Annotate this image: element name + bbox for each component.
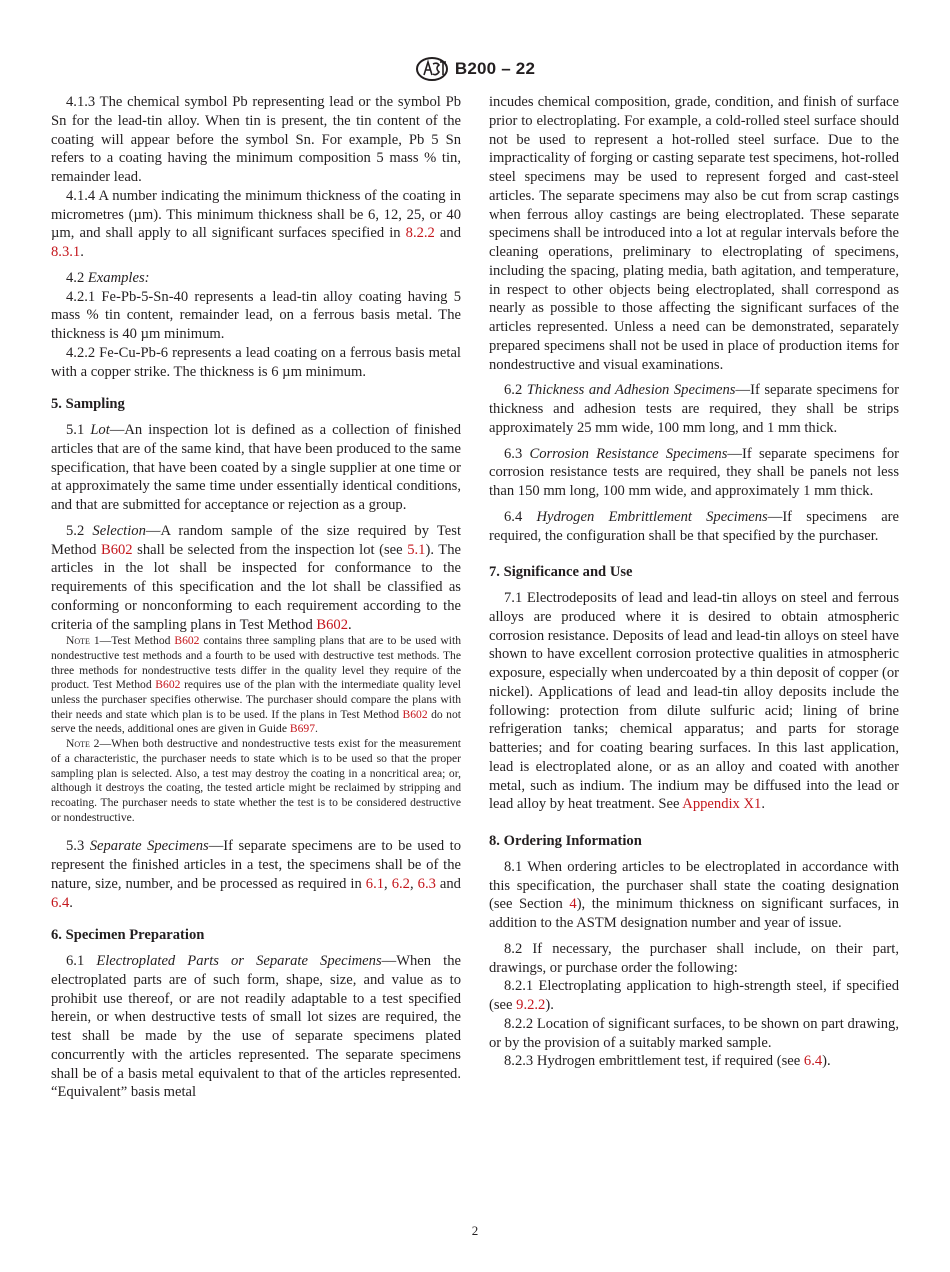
- paragraph-6-3: 6.3 Corrosion Resistance Specimens—If separate specimens for corrosion resistance tests are required, they shall be panels not less than 150 mm long, 100 mm wide, and approximately 1 mm thick.: [489, 445, 899, 499]
- paragraph-5-1: 5.1 Lot—An inspection lot is defined as a collection of finished articles that are of the same kind, that have been produced to the same specification, that have been coated by a single supplier at one time or at approximately the same time under essentially identical conditions, and that are submitted for acceptance or rejection as a group.: [51, 422, 462, 513]
- section-7-heading: 7. Significance and Use: [489, 564, 633, 581]
- ref-6-4-link[interactable]: 6.4: [51, 894, 70, 911]
- ref-b602-link[interactable]: B602: [155, 678, 181, 692]
- ref-b602-link[interactable]: B602: [316, 616, 349, 633]
- page-number: 2: [471, 1223, 479, 1238]
- paragraph-6-1-continued: incudes chemical composition, grade, condition, and finish of surface prior to electroplating. For example, a cold-rolled steel surface should not be used to represent a hot-rolled steel surface. Due to the impracticality of forging or casting separate test specimens, hot-rolled steel specimens may be used to represent forged and cast-steel articles. The separate specimens may also be cut from scrap castings when ferrous alloy castings are being electroplated. These separate specimens shall be introduced into a lot at regular intervals before the cleaning operations, preliminary to electroplating of specimens, including the spacing, plating media, bath agitation, and temperature, in respect to other objects being electroplated, shall correspond as nearly as possible to those affecting the significant surfaces of the articles represented. Unless a need can be demonstrated, separately prepared specimens shall not be used in place of production items for nondestructive and visual examinations.: [489, 94, 899, 373]
- section-5-heading: 5. Sampling: [51, 396, 125, 413]
- ref-b602-link[interactable]: B602: [100, 541, 133, 558]
- paragraph-8-2-1: 8.2.1 Electroplating application to high-strength steel, if specified (see 9.2.2).: [489, 978, 899, 1013]
- ref-6-1-link[interactable]: 6.1: [365, 875, 385, 892]
- paragraph-6-4: 6.4 Hydrogen Embrittlement Specimens—If specimens are required, the configuration shall be that specified by the purchaser.: [489, 508, 900, 544]
- paragraph-7-1: 7.1 Electrodeposits of lead and lead-tin alloys on steel and ferrous alloys are produced where it is desired to obtain atmospheric corrosion resistance. Deposits of lead and lead-tin alloys on steel have shown to have excellent corrosion protective qualities in atmospheric exposure, especially when undercoated by a thin deposit of copper (or nickel). Applications of lead and lead-tin alloy deposits include the following: protection from dilute sulfuric acid; lining of brine refrigeration tanks; chemical apparatus; and parts for storage batteries; and for coating bearing surfaces. In this last application, lead is electroplated alone, or as an alloy and coated with another metal, such as indium. The indium may be diffused into the lead or lead alloy by heat treatment. See Appendix X1.: [489, 590, 899, 813]
- paragraph-6-2: 6.2 Thickness and Adhesion Specimens—If separate specimens for thickness and adhesion tests are required, they shall be strips approximately 25 mm wide, 100 mm long, and 1 mm thick.: [489, 382, 900, 436]
- paragraph-4-2-1: 4.2.1 Fe-Pb-5-Sn-40 represents a lead-tin alloy coating having 5 mass % tin content, remainder lead, on a ferrous basis metal. The thickness is 40 µm minimum.: [51, 288, 461, 342]
- paragraph-6-1: 6.1 Electroplated Parts or Separate Specimens—When the electroplated parts are of such form, shape, size, and value as to prohibit use thereof, or are not readily adaptable to a test specified herein, or when destructive tests of small lot sizes are required, the test shall be made by the use of separate specimens plated concurrently with the articles represented. The separate specimens shall be of a basis metal equivalent to that of the articles represented. “Equivalent” basis metal: [51, 953, 461, 1101]
- paragraph-5-2: 5.2 Selection—A random sample of the size required by Test Method B602 shall be selected from the inspection lot (see 5.1). The articles in the lot shall be inspected for conformance to the requirements of this specification and the lot shall be classified as conforming or nonconforming to each requirement according to the criteria of the sampling plans in Test Method B602.: [51, 522, 461, 633]
- ref-b602-link[interactable]: B602: [174, 634, 200, 648]
- note-1: Note 1—Test Method B602 contains three sampling plans that are to be used with nondestructive test methods and a fourth to be used with destructive test methods. The three methods for nondestructive tests differ in the quality level they require of the product. Test Method B602 requires use of the plan with the intermediate quality level unless the purchaser specifies otherwise. The purchaser should compare the plans with their needs and state which plan is to be used. If the plans in Test Method B602 do not serve the needs, additional ones are given in Guide B697.: [51, 634, 462, 736]
- ref-9-2-2-link[interactable]: 9.2.2: [516, 997, 546, 1013]
- paragraph-4-1-3: 4.1.3 The chemical symbol Pb representing lead or the symbol Pb Sn for the lead-tin alloy. When tin is present, the tin content of the coating will appear before the symbol Sn. For example, Pb 5 Sn refers to a coating having the minimum composition 5 mass % tin, remainder lead.: [51, 94, 461, 185]
- paragraph-8-1: 8.1 When ordering articles to be electroplated in accordance with this specification, the purchaser shall state the coating designation (see Section 4), the minimum thickness on significant surfaces, in addition to the ASTM designation number and year of issue.: [489, 858, 899, 931]
- ref-8-3-1-link[interactable]: 8.3.1: [51, 244, 81, 260]
- ref-6-3-link[interactable]: 6.3: [417, 875, 436, 892]
- right-column: [489, 93, 899, 1071]
- paragraph-8-2-3: 8.2.3 Hydrogen embrittlement test, if required (see 6.4).: [504, 1053, 831, 1070]
- left-column: [51, 93, 461, 1102]
- paragraph-4-2: 4.2 Examples:: [66, 269, 150, 286]
- section-8-heading: 8. Ordering Information: [489, 833, 642, 849]
- paragraph-8-2: 8.2 If necessary, the purchaser shall include, on their part, drawings, or purchase order the following:: [489, 940, 899, 976]
- document-designation: B200 – 22: [454, 59, 536, 78]
- paragraph-4-2-2: 4.2.2 Fe-Cu-Pb-6 represents a lead coating on a ferrous basis metal with a copper strike. The thickness is 6 µm minimum.: [51, 344, 461, 380]
- ref-b697-link[interactable]: B697: [289, 722, 316, 736]
- page-header: [0, 56, 950, 82]
- ref-8-2-2-link[interactable]: 8.2.2: [405, 225, 435, 242]
- ref-6-2-link[interactable]: 6.2: [391, 875, 410, 892]
- note-2: Note 2—When both destructive and nondestructive tests exist for the measurement of a characteristic, the purchaser needs to state which is to be used so that the proper sampling plan is selected. Also, a test may destroy the coating in a noncritical area; or, although it destroys the coating, the tested article might be reclaimed by stripping and recoating. The purchaser needs to state whether the test is to be considered destructive or nondestructive.: [51, 737, 461, 824]
- astm-logo-icon: [415, 56, 449, 82]
- paragraph-8-2-2: 8.2.2 Location of significant surfaces, to be shown on part drawing, or by the provision of a suitably marked sample.: [489, 1015, 899, 1051]
- ref-6-4-link[interactable]: 6.4: [803, 1053, 823, 1070]
- paragraph-5-3: 5.3 Separate Specimens—If separate specimens are to be used to represent the finished articles in a test, the specimens shall be of the nature, size, number, and be processed as required in 6.1, 6.2, 6.3 and 6.4.: [51, 838, 461, 911]
- paragraph-4-1-4: 4.1.4 A number indicating the minimum thickness of the coating in micrometres (µm). This minimum thickness shall be 6, 12, 25, or 40 µm, and shall apply to all significant surfaces specified in 8.2.2 and 8.3.1.: [51, 187, 461, 260]
- ref-b602-link[interactable]: B602: [402, 707, 428, 721]
- ref-appendix-x1-link[interactable]: Appendix X1: [682, 796, 762, 813]
- ref-5-1-link[interactable]: 5.1: [407, 541, 426, 558]
- ref-section-4-link[interactable]: 4: [569, 896, 577, 913]
- section-6-heading: 6. Specimen Preparation: [51, 927, 205, 944]
